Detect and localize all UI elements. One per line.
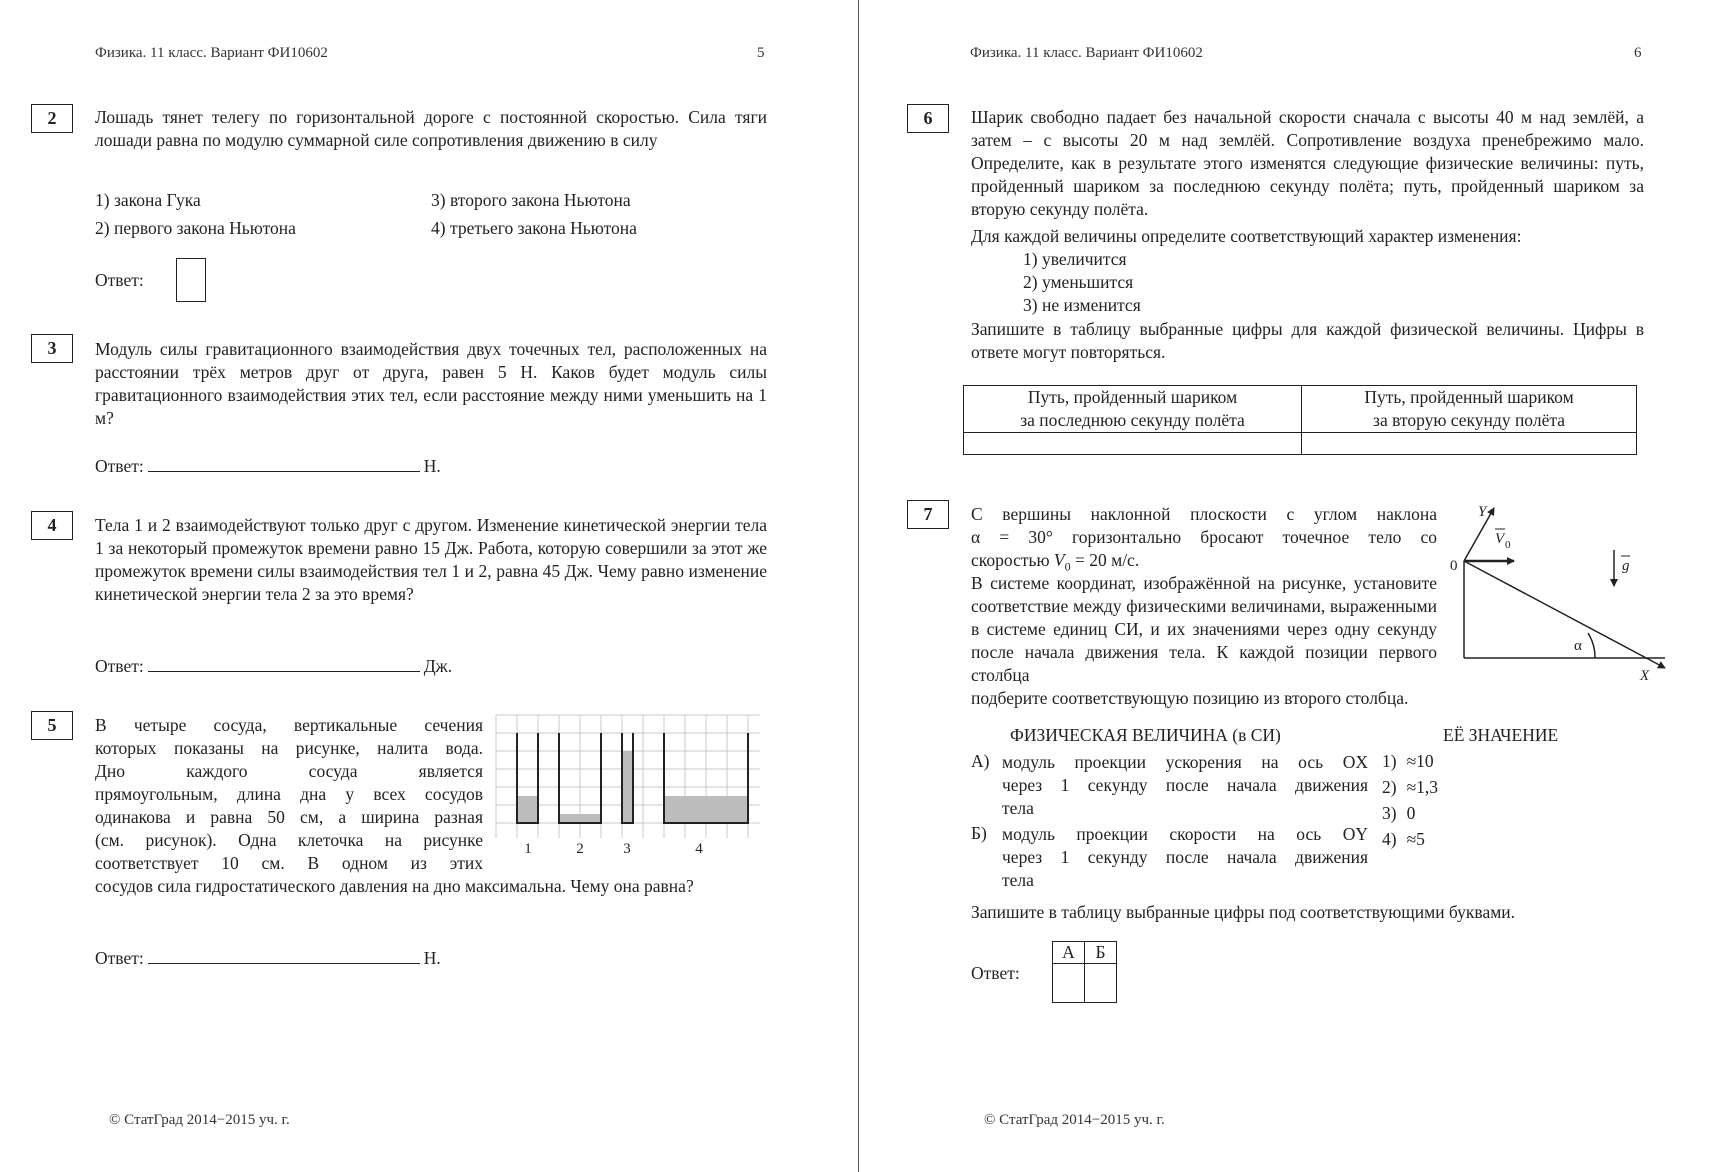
- q7-value-3-val: 0: [1406, 803, 1416, 823]
- q2-answer-box[interactable]: [176, 258, 206, 302]
- question-3-text: Модуль силы гравитационного взаимодействия двух точечных тел, расположенных на расстоянии трёх метров друг от друга, равен 5 Н. Каков будет модуль силы гравитационного взаимодействия этих тел, если расстояние между ними уменьшить на 1 м?: [95, 339, 767, 428]
- g-label: g: [1622, 558, 1630, 574]
- header-right-title: Физика. 11 класс. Вариант ФИ10602: [970, 45, 1203, 61]
- vessel-label-3: 3: [623, 841, 631, 857]
- question-number-2: 2: [31, 104, 73, 133]
- q5-line: прямоугольным, длина дна у всех сосудов: [95, 784, 483, 804]
- header-left-page-number: 5: [757, 45, 765, 61]
- header-right-page-number: 6: [1634, 45, 1642, 61]
- q5-line: (см. рисунок). Одна клеточка на рисунке: [95, 830, 483, 850]
- q7-item-b-line: через 1 секунду после начала движения: [1002, 847, 1368, 867]
- q2-answer-label: Ответ:: [95, 270, 144, 290]
- vessel-4-water: [664, 796, 748, 823]
- q3-answer-unit: Н.: [423, 456, 441, 476]
- x-axis-label: X: [1640, 668, 1650, 684]
- question-6-text: Шарик свободно падает без начальной скорости сначала с высоты 40 м над землёй, а затем – с высоты 20 м над землёй. Сопротивление воздуха пренебрежимо мало. Определите, как в результате этого изменятся следующие физические величины: путь, пройденный шариком за последнюю секунду полёта; путь, пройденный шариком за вторую секунду полёта.: [971, 107, 1644, 219]
- q7-value-3: [1382, 803, 1415, 824]
- q6-answer-cell-2[interactable]: [1302, 433, 1637, 455]
- q7-table-letter-a: А: [1053, 942, 1085, 964]
- question-number-4: 4: [31, 511, 73, 540]
- vessel-label-1: 1: [524, 841, 532, 857]
- footer-right: © СтатГрад 2014−2015 уч. г.: [984, 1112, 1165, 1128]
- q7-line-3-post: = 20 м/с.: [1070, 550, 1140, 570]
- q7-item-b-line: модуль проекции скорости на ось OY: [1002, 824, 1368, 844]
- q4-answer-label: Ответ:: [95, 656, 144, 676]
- q6-choice-2: 2) уменьшится: [1023, 272, 1134, 292]
- x-axis-arrow: [1464, 561, 1665, 668]
- origin-label: 0: [1450, 558, 1458, 574]
- q6-header-2: [1302, 386, 1637, 433]
- page-divider: [858, 0, 859, 1172]
- q7-value-3-num: 3): [1382, 803, 1397, 823]
- q7-text-body: В системе координат, изображённой на рисунке, установите соответствие между физическими величинами, выраженными в системе единиц СИ, и их значениями через одну секунду после начала движения тела. К каждой позиции первого столбца: [971, 573, 1437, 685]
- v0-label: V: [1495, 531, 1505, 547]
- q6-header-2-line2: за вторую секунду полёта: [1373, 410, 1565, 430]
- question-number-6: 6: [907, 104, 949, 133]
- q7-text-head: [971, 503, 1437, 549]
- q7-item-a-line: через 1 секунду после начала движения: [1002, 775, 1368, 795]
- q7-answer-label: Ответ:: [971, 963, 1020, 983]
- q7-value-2: [1382, 777, 1438, 798]
- q7-value-1: [1382, 751, 1434, 772]
- q7-item-a-text: [1002, 751, 1368, 820]
- q3-answer-label: Ответ:: [95, 456, 144, 476]
- q7-value-4-val: ≈5: [1406, 829, 1425, 849]
- q7-value-1-val: ≈10: [1406, 751, 1434, 771]
- q6-instruction: Для каждой величины определите соответствующий характер изменения:: [971, 226, 1522, 246]
- q7-item-b-line: тела: [1002, 870, 1034, 890]
- header-left-title: Физика. 11 класс. Вариант ФИ10602: [95, 45, 328, 61]
- q4-answer-line[interactable]: [148, 655, 420, 672]
- vessel-label-2: 2: [576, 841, 584, 857]
- q5-line: Дно каждого сосуда является: [95, 761, 483, 781]
- vessels-figure: [494, 710, 764, 860]
- q4-answer-row: [95, 655, 452, 677]
- q2-option-2: 2) первого закона Ньютона: [95, 218, 296, 238]
- q2-option-3: 3) второго закона Ньютона: [431, 190, 631, 210]
- q5-line: одинакова и равна 50 см, а ширина разная: [95, 807, 483, 827]
- q6-header-1-line2: за последнюю секунду полёта: [1020, 410, 1245, 430]
- q7-item-b-text: [1002, 823, 1368, 892]
- q7-answer-table: [1052, 941, 1117, 1003]
- q6-header-1-line1: Путь, пройденный шариком: [1027, 387, 1238, 407]
- q5-line: В четыре сосуда, вертикальные сечения: [95, 715, 483, 735]
- q5-answer-line[interactable]: [148, 947, 420, 964]
- question-5-text-tail: сосудов сила гидростатического давления на дно максимальна. Чему она равна?: [95, 876, 694, 896]
- question-number-7: 7: [907, 500, 949, 529]
- inclined-plane-figure: [1440, 498, 1670, 688]
- q3-answer-line[interactable]: [148, 455, 420, 472]
- q5-answer-row: [95, 947, 441, 969]
- q6-choice-1: 1) увеличится: [1023, 249, 1127, 269]
- q6-choice-3: 3) не изменится: [1023, 295, 1141, 315]
- alpha-angle-arc: [1588, 633, 1595, 658]
- vessel-1-water: [517, 796, 538, 823]
- q7-text-tail: подберите соответствующую позицию из второго столбца.: [971, 688, 1409, 708]
- q7-v0-subscript: 0: [1064, 559, 1071, 574]
- q7-line-1: С вершины наклонной плоскости с углом наклона: [971, 504, 1437, 524]
- q7-col1-header: ФИЗИЧЕСКАЯ ВЕЛИЧИНА (в СИ): [1010, 725, 1281, 745]
- q2-option-4: 4) третьего закона Ньютона: [431, 218, 637, 238]
- vessel-3-water: [622, 751, 633, 823]
- q6-answer-cell-1[interactable]: [964, 433, 1302, 455]
- v0-label-subscript: 0: [1505, 539, 1511, 551]
- vessel-label-4: 4: [695, 841, 703, 857]
- q7-answer-cell-a[interactable]: [1053, 964, 1085, 1003]
- q7-item-a-line: модуль проекции ускорения на ось OX: [1002, 752, 1368, 772]
- q5-answer-unit: Н.: [423, 948, 441, 968]
- q6-header-1: [964, 386, 1302, 433]
- question-number-5: 5: [31, 711, 73, 740]
- y-axis-label: Y: [1478, 504, 1487, 520]
- question-4-text: Тела 1 и 2 взаимодействуют только друг с другом. Изменение кинетической энергии тела 1 за некоторый промежуток времени равно 15 Дж. Работа, которую совершили за этот же промежуток времени силы взаимодействия тел 1 и 2, равна 45 Дж. Чему равно изменение кинетической энергии тела 2 за это время?: [95, 515, 767, 604]
- question-5-text: [95, 714, 483, 875]
- q7-value-2-val: ≈1,3: [1406, 777, 1439, 797]
- q7-instruction: Запишите в таблицу выбранные цифры под соответствующими буквами.: [971, 902, 1516, 922]
- q7-answer-cell-b[interactable]: [1085, 964, 1117, 1003]
- question-number-3: 3: [31, 334, 73, 363]
- q7-value-4-num: 4): [1382, 829, 1397, 849]
- footer-left: © СтатГрад 2014−2015 уч. г.: [109, 1112, 290, 1128]
- q6-header-2-line1: Путь, пройденный шариком: [1364, 387, 1574, 407]
- q7-col2-header: ЕЁ ЗНАЧЕНИЕ: [1443, 725, 1559, 745]
- q7-value-2-num: 2): [1382, 777, 1397, 797]
- q4-answer-unit: Дж.: [423, 656, 453, 676]
- q7-table-letter-b: Б: [1085, 942, 1117, 964]
- q5-line: которых показаны на рисунке, налита вода.: [95, 738, 483, 758]
- q7-item-a-line: тела: [1002, 798, 1034, 818]
- q5-line: соответствует 10 см. В одном из этих: [95, 853, 483, 873]
- q7-v0-symbol: V: [1053, 550, 1065, 570]
- q2-option-1: 1) закона Гука: [95, 190, 201, 210]
- q3-answer-row: [95, 455, 441, 477]
- alpha-label: α: [1574, 638, 1582, 654]
- q7-item-b-letter: Б): [971, 823, 987, 843]
- vessel-2-water: [559, 814, 601, 823]
- q7-value-4: [1382, 829, 1425, 850]
- q7-value-1-num: 1): [1382, 751, 1397, 771]
- q6-answer-table: [963, 385, 1637, 455]
- q5-answer-label: Ответ:: [95, 948, 144, 968]
- q7-line-3-pre: скоростью: [971, 550, 1054, 570]
- q7-line-2: α = 30° горизонтально бросают точечное тело со: [971, 527, 1437, 547]
- q6-note: Запишите в таблицу выбранные цифры для каждой физической величины. Цифры в ответе могут повторяться.: [971, 319, 1644, 362]
- question-2-text: Лошадь тянет телегу по горизонтальной дороге с постоянной скоростью. Сила тяги лошади равна по модулю суммарной силе сопротивления движению в силу: [95, 107, 767, 150]
- q7-item-a-letter: А): [971, 751, 990, 771]
